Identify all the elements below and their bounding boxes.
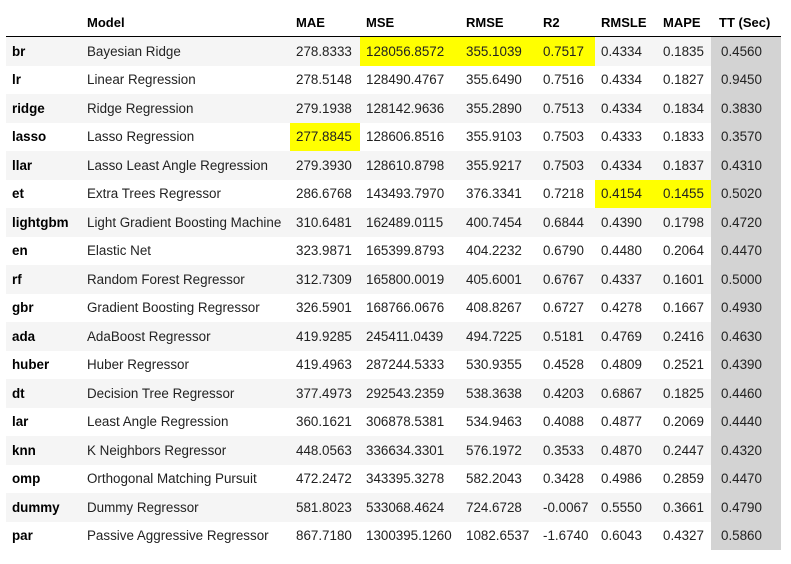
- r2-value: 0.7517: [537, 37, 595, 66]
- model-name: Elastic Net: [81, 237, 290, 266]
- model-name: Light Gradient Boosting Machine: [81, 208, 290, 237]
- rmsle-value: 0.4278: [595, 294, 657, 323]
- mse-value: 292543.2359: [360, 379, 460, 408]
- rmse-value: 494.7225: [460, 322, 537, 351]
- model-name: K Neighbors Regressor: [81, 436, 290, 465]
- mape-value: 0.4327: [657, 522, 711, 551]
- mse-value: 143493.7970: [360, 180, 460, 209]
- mae-value: 310.6481: [290, 208, 360, 237]
- mse-value: 128056.8572: [360, 37, 460, 66]
- mae-value: 278.8333: [290, 37, 360, 66]
- rmse-value: 355.2890: [460, 94, 537, 123]
- tt-sec-value: 0.5020: [711, 180, 781, 209]
- rmse-value: 405.6001: [460, 265, 537, 294]
- rmsle-value: 0.5550: [595, 493, 657, 522]
- mape-value: 0.2064: [657, 237, 711, 266]
- table-row: [6, 322, 781, 351]
- rmsle-value: 0.4154: [595, 180, 657, 209]
- model-name: Bayesian Ridge: [81, 37, 290, 66]
- r2-value: -1.6740: [537, 522, 595, 551]
- rmse-value: 538.3638: [460, 379, 537, 408]
- rmse-value: 534.9463: [460, 408, 537, 437]
- r2-value: 0.4088: [537, 408, 595, 437]
- r2-value: 0.3428: [537, 465, 595, 494]
- row-index: ridge: [6, 94, 81, 123]
- tt-sec-value: 0.4720: [711, 208, 781, 237]
- r2-value: 0.7503: [537, 123, 595, 152]
- table-row: [6, 66, 781, 95]
- r2-value: 0.6767: [537, 265, 595, 294]
- rmse-value: 724.6728: [460, 493, 537, 522]
- table-row: [6, 180, 781, 209]
- mae-value: 312.7309: [290, 265, 360, 294]
- table-row: [6, 208, 781, 237]
- table-row: [6, 37, 781, 66]
- rmsle-value: 0.4480: [595, 237, 657, 266]
- mape-value: 0.1667: [657, 294, 711, 323]
- rmsle-value: 0.6867: [595, 379, 657, 408]
- row-index: knn: [6, 436, 81, 465]
- row-index: lightgbm: [6, 208, 81, 237]
- tt-sec-value: 0.5860: [711, 522, 781, 551]
- mse-value: 343395.3278: [360, 465, 460, 494]
- model-name: AdaBoost Regressor: [81, 322, 290, 351]
- rmse-value: 355.6490: [460, 66, 537, 95]
- mae-value: 472.2472: [290, 465, 360, 494]
- mse-value: 1300395.1260: [360, 522, 460, 551]
- mse-value: 165399.8793: [360, 237, 460, 266]
- row-index: ada: [6, 322, 81, 351]
- r2-value: 0.4528: [537, 351, 595, 380]
- mape-value: 0.2069: [657, 408, 711, 437]
- mse-value: 128606.8516: [360, 123, 460, 152]
- mape-value: 0.3661: [657, 493, 711, 522]
- mse-value: 165800.0019: [360, 265, 460, 294]
- table-row: [6, 151, 781, 180]
- mape-value: 0.2859: [657, 465, 711, 494]
- mape-value: 0.1835: [657, 37, 711, 66]
- table-row: [6, 379, 781, 408]
- model-name: Random Forest Regressor: [81, 265, 290, 294]
- row-index: llar: [6, 151, 81, 180]
- tt-sec-value: 0.3570: [711, 123, 781, 152]
- header-model: Model: [81, 8, 290, 37]
- header-rmse: RMSE: [460, 8, 537, 37]
- mae-value: 581.8023: [290, 493, 360, 522]
- mse-value: 306878.5381: [360, 408, 460, 437]
- rmse-value: 355.9103: [460, 123, 537, 152]
- tt-sec-value: 0.4440: [711, 408, 781, 437]
- mse-value: 245411.0439: [360, 322, 460, 351]
- rmsle-value: 0.6043: [595, 522, 657, 551]
- mae-value: 448.0563: [290, 436, 360, 465]
- mse-value: 128610.8798: [360, 151, 460, 180]
- tt-sec-value: 0.9450: [711, 66, 781, 95]
- tt-sec-value: 0.3830: [711, 94, 781, 123]
- mape-value: 0.2521: [657, 351, 711, 380]
- mae-value: 278.5148: [290, 66, 360, 95]
- row-index: huber: [6, 351, 81, 380]
- model-name: Huber Regressor: [81, 351, 290, 380]
- tt-sec-value: 0.4630: [711, 322, 781, 351]
- rmsle-value: 0.4870: [595, 436, 657, 465]
- table-row: [6, 94, 781, 123]
- mape-value: 0.1837: [657, 151, 711, 180]
- tt-sec-value: 0.4310: [711, 151, 781, 180]
- table-row: [6, 265, 781, 294]
- table-row: [6, 408, 781, 437]
- r2-value: 0.6844: [537, 208, 595, 237]
- mae-value: 279.3930: [290, 151, 360, 180]
- table-row: [6, 123, 781, 152]
- table-row: [6, 465, 781, 494]
- table-row: [6, 436, 781, 465]
- tt-sec-value: 0.5000: [711, 265, 781, 294]
- tt-sec-value: 0.4470: [711, 465, 781, 494]
- row-index: en: [6, 237, 81, 266]
- model-name: Gradient Boosting Regressor: [81, 294, 290, 323]
- rmse-value: 530.9355: [460, 351, 537, 380]
- tt-sec-value: 0.4470: [711, 237, 781, 266]
- rmsle-value: 0.4809: [595, 351, 657, 380]
- model-name: Passive Aggressive Regressor: [81, 522, 290, 551]
- mape-value: 0.2447: [657, 436, 711, 465]
- mse-value: 336634.3301: [360, 436, 460, 465]
- r2-value: 0.6790: [537, 237, 595, 266]
- model-name: Extra Trees Regressor: [81, 180, 290, 209]
- mape-value: 0.2416: [657, 322, 711, 351]
- mape-value: 0.1833: [657, 123, 711, 152]
- model-name: Lasso Least Angle Regression: [81, 151, 290, 180]
- rmse-value: 376.3341: [460, 180, 537, 209]
- mape-value: 0.1825: [657, 379, 711, 408]
- rmse-value: 355.9217: [460, 151, 537, 180]
- header-tt-sec: TT (Sec): [711, 8, 781, 37]
- row-index: par: [6, 522, 81, 551]
- r2-value: 0.7516: [537, 66, 595, 95]
- mae-value: 323.9871: [290, 237, 360, 266]
- tt-sec-value: 0.4390: [711, 351, 781, 380]
- mse-value: 162489.0115: [360, 208, 460, 237]
- row-index: lasso: [6, 123, 81, 152]
- r2-value: 0.7513: [537, 94, 595, 123]
- rmsle-value: 0.4334: [595, 151, 657, 180]
- mae-value: 277.8845: [290, 123, 360, 152]
- row-index: et: [6, 180, 81, 209]
- header-r2: R2: [537, 8, 595, 37]
- mse-value: 168766.0676: [360, 294, 460, 323]
- model-name: Ridge Regression: [81, 94, 290, 123]
- rmsle-value: 0.4333: [595, 123, 657, 152]
- mae-value: 377.4973: [290, 379, 360, 408]
- table-row: [6, 351, 781, 380]
- r2-value: 0.4203: [537, 379, 595, 408]
- mae-value: 279.1938: [290, 94, 360, 123]
- tt-sec-value: 0.4320: [711, 436, 781, 465]
- row-index: lr: [6, 66, 81, 95]
- r2-value: 0.3533: [537, 436, 595, 465]
- model-name: Linear Regression: [81, 66, 290, 95]
- r2-value: -0.0067: [537, 493, 595, 522]
- rmsle-value: 0.4334: [595, 66, 657, 95]
- model-name: Lasso Regression: [81, 123, 290, 152]
- mape-value: 0.1798: [657, 208, 711, 237]
- mse-value: 128490.4767: [360, 66, 460, 95]
- r2-value: 0.5181: [537, 322, 595, 351]
- table-body: [6, 37, 781, 551]
- model-name: Orthogonal Matching Pursuit: [81, 465, 290, 494]
- rmse-value: 576.1972: [460, 436, 537, 465]
- row-index: dummy: [6, 493, 81, 522]
- table-row: [6, 237, 781, 266]
- mape-value: 0.1834: [657, 94, 711, 123]
- row-index: br: [6, 37, 81, 66]
- model-comparison-table: [6, 8, 781, 550]
- header-index: [6, 8, 81, 37]
- header-row: [6, 8, 781, 37]
- mse-value: 287244.5333: [360, 351, 460, 380]
- tt-sec-value: 0.4560: [711, 37, 781, 66]
- row-index: lar: [6, 408, 81, 437]
- row-index: dt: [6, 379, 81, 408]
- table-row: [6, 294, 781, 323]
- header-mae: MAE: [290, 8, 360, 37]
- row-index: gbr: [6, 294, 81, 323]
- rmse-value: 404.2232: [460, 237, 537, 266]
- rmsle-value: 0.4334: [595, 94, 657, 123]
- mse-value: 533068.4624: [360, 493, 460, 522]
- rmse-value: 355.1039: [460, 37, 537, 66]
- rmse-value: 1082.6537: [460, 522, 537, 551]
- rmsle-value: 0.4877: [595, 408, 657, 437]
- row-index: omp: [6, 465, 81, 494]
- r2-value: 0.7218: [537, 180, 595, 209]
- mae-value: 360.1621: [290, 408, 360, 437]
- header-mape: MAPE: [657, 8, 711, 37]
- mae-value: 867.7180: [290, 522, 360, 551]
- model-name: Dummy Regressor: [81, 493, 290, 522]
- r2-value: 0.6727: [537, 294, 595, 323]
- mae-value: 419.9285: [290, 322, 360, 351]
- mape-value: 0.1455: [657, 180, 711, 209]
- row-index: rf: [6, 265, 81, 294]
- header-rmsle: RMSLE: [595, 8, 657, 37]
- rmsle-value: 0.4337: [595, 265, 657, 294]
- rmsle-value: 0.4769: [595, 322, 657, 351]
- tt-sec-value: 0.4930: [711, 294, 781, 323]
- rmsle-value: 0.4986: [595, 465, 657, 494]
- rmsle-value: 0.4334: [595, 37, 657, 66]
- mae-value: 326.5901: [290, 294, 360, 323]
- header-mse: MSE: [360, 8, 460, 37]
- model-name: Least Angle Regression: [81, 408, 290, 437]
- r2-value: 0.7503: [537, 151, 595, 180]
- model-name: Decision Tree Regressor: [81, 379, 290, 408]
- rmse-value: 408.8267: [460, 294, 537, 323]
- rmse-value: 582.2043: [460, 465, 537, 494]
- rmse-value: 400.7454: [460, 208, 537, 237]
- mae-value: 419.4963: [290, 351, 360, 380]
- table-row: [6, 522, 781, 551]
- table-row: [6, 493, 781, 522]
- mae-value: 286.6768: [290, 180, 360, 209]
- mse-value: 128142.9636: [360, 94, 460, 123]
- rmsle-value: 0.4390: [595, 208, 657, 237]
- mape-value: 0.1601: [657, 265, 711, 294]
- tt-sec-value: 0.4790: [711, 493, 781, 522]
- mape-value: 0.1827: [657, 66, 711, 95]
- tt-sec-value: 0.4460: [711, 379, 781, 408]
